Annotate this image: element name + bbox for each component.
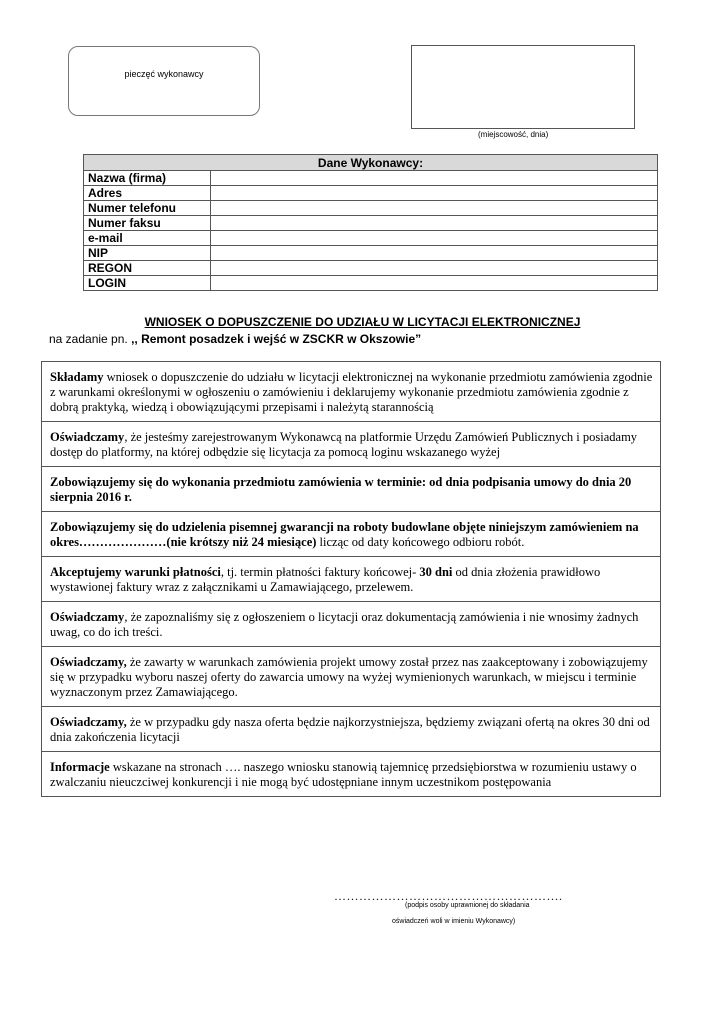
statement-lead: Oświadczamy: [50, 430, 125, 444]
table-row: [84, 246, 658, 261]
row-label: Adres: [84, 186, 211, 201]
statement-text: że zawarty w warunkach zamówienia projekt umowy został przez nas zaakceptowany i zobowiązujemy się w przypadku wyboru naszej oferty do zawarcia umowy na wyżej wymienionych warunkach, w miejscu i terminie wyznaczonym przez Zamawiającego.: [50, 655, 648, 699]
row-value[interactable]: [211, 216, 658, 231]
statement-item: [42, 707, 660, 752]
statement-lead: Zobowiązujemy się do udzielenia pisemnej gwarancji na roboty budowlane objęte niniejszym zamówieniem na okres…………………(nie krótszy niż 24 miesiące): [50, 520, 639, 549]
request-subheading: [49, 332, 421, 346]
signature-caption-2: oświadczeń woli w imieniu Wykonawcy): [392, 918, 516, 925]
statement-lead: Akceptujemy warunki płatności: [50, 565, 221, 579]
row-label: Numer faksu: [84, 216, 211, 231]
statement-text: licząc od daty końcowego odbioru robót.: [316, 535, 525, 549]
row-value[interactable]: [211, 171, 658, 186]
place-date-box: [411, 45, 635, 129]
statement-lead: Oświadczamy,: [50, 655, 127, 669]
statement-item: [42, 467, 660, 512]
table-row: [84, 261, 658, 276]
row-label: NIP: [84, 246, 211, 261]
statement-lead: Oświadczamy,: [50, 715, 127, 729]
statement-lead: Informacje: [50, 760, 110, 774]
table-row: [84, 216, 658, 231]
statements-box: [41, 361, 661, 797]
statement-text: , tj. termin płatności faktury końcowej-: [220, 565, 420, 579]
statement-lead: Zobowiązujemy się do wykonania przedmiotu zamówienia w terminie: od dnia podpisania umowy do dnia 20 sierpnia 2016 r.: [50, 475, 632, 504]
table-row: [84, 201, 658, 216]
table-row: [84, 276, 658, 291]
statement-text: wniosek o dopuszczenie do udziału w licytacji elektronicznej na wykonanie przedmiotu zamówienia zgodnie z warunkami określonymi w ogłoszeniu o zamówieniu i deklarujemy wykonanie przedmiotu zamówienia zgodnie z dobrą praktyką, wiedzą i obowiązującymi przepisami i należytą starannością: [50, 370, 653, 414]
row-label: Numer telefonu: [84, 201, 211, 216]
row-label: REGON: [84, 261, 211, 276]
request-heading: WNIOSEK O DOPUSZCZENIE DO UDZIAŁU W LICYTACJI ELEKTRONICZNEJ: [144, 315, 581, 329]
statement-text: wskazane na stronach …. naszego wniosku stanowią tajemnicę przedsiębiorstwa w rozumieniu ustawy o zwalczaniu nieuczciwej konkurencji i nie mogą być udostępniane innym uczestnikom postępowania: [50, 760, 637, 789]
statement-item: [42, 557, 660, 602]
row-value[interactable]: [211, 276, 658, 291]
statement-item: [42, 752, 660, 796]
row-value[interactable]: [211, 261, 658, 276]
payment-days: 30 dni: [419, 565, 453, 579]
signature-line: ……………………………………………….: [334, 889, 563, 903]
subheading-prefix: na zadanie pn.: [49, 332, 132, 346]
table-row: [84, 171, 658, 186]
statement-text: , że jesteśmy zarejestrowanym Wykonawcą na platformie Urzędu Zamówień Publicznych i posiadamy dostęp do platformy, na której odbędzie się licytacja za pomocą loginu wskazanego wyżej: [50, 430, 638, 459]
stamp-label: pieczęć wykonawcy: [124, 69, 204, 79]
row-value[interactable]: [211, 186, 658, 201]
row-label: LOGIN: [84, 276, 211, 291]
place-date-label: (miejscowość, dnia): [478, 130, 549, 139]
signature-caption-1: (podpis osoby uprawnionej do składania: [405, 902, 530, 909]
row-label: e-mail: [84, 231, 211, 246]
row-label: Nazwa (firma): [84, 171, 211, 186]
statement-item: [42, 602, 660, 647]
table-row: [84, 231, 658, 246]
contractor-data-table: [83, 154, 658, 291]
statement-item: [42, 647, 660, 707]
task-title: ,, Remont posadzek i wejść w ZSCKR w Okszowie”: [131, 332, 422, 346]
row-value[interactable]: [211, 231, 658, 246]
statement-item: [42, 512, 660, 557]
statement-item: [42, 422, 660, 467]
statement-item: [42, 362, 660, 422]
statement-lead: Oświadczamy: [50, 610, 125, 624]
statement-text: od dnia złożenia prawidłowo wystawionej faktury wraz z załącznikami u Zamawiającego, przelewem.: [50, 565, 601, 594]
row-value[interactable]: [211, 201, 658, 216]
contractor-table-title: Dane Wykonawcy:: [84, 155, 658, 171]
table-row: [84, 186, 658, 201]
statement-lead: Składamy: [50, 370, 104, 384]
statement-text: , że zapoznaliśmy się z ogłoszeniem o licytacji oraz dokumentacją zamówienia i nie wnosimy żadnych uwag, co do ich treści.: [50, 610, 639, 639]
statement-text: że w przypadku gdy nasza oferta będzie najkorzystniejsza, będziemy związani ofertą na okres 30 dni od dnia zakończenia licytacji: [50, 715, 650, 744]
row-value[interactable]: [211, 246, 658, 261]
contractor-stamp-box: [68, 46, 260, 116]
